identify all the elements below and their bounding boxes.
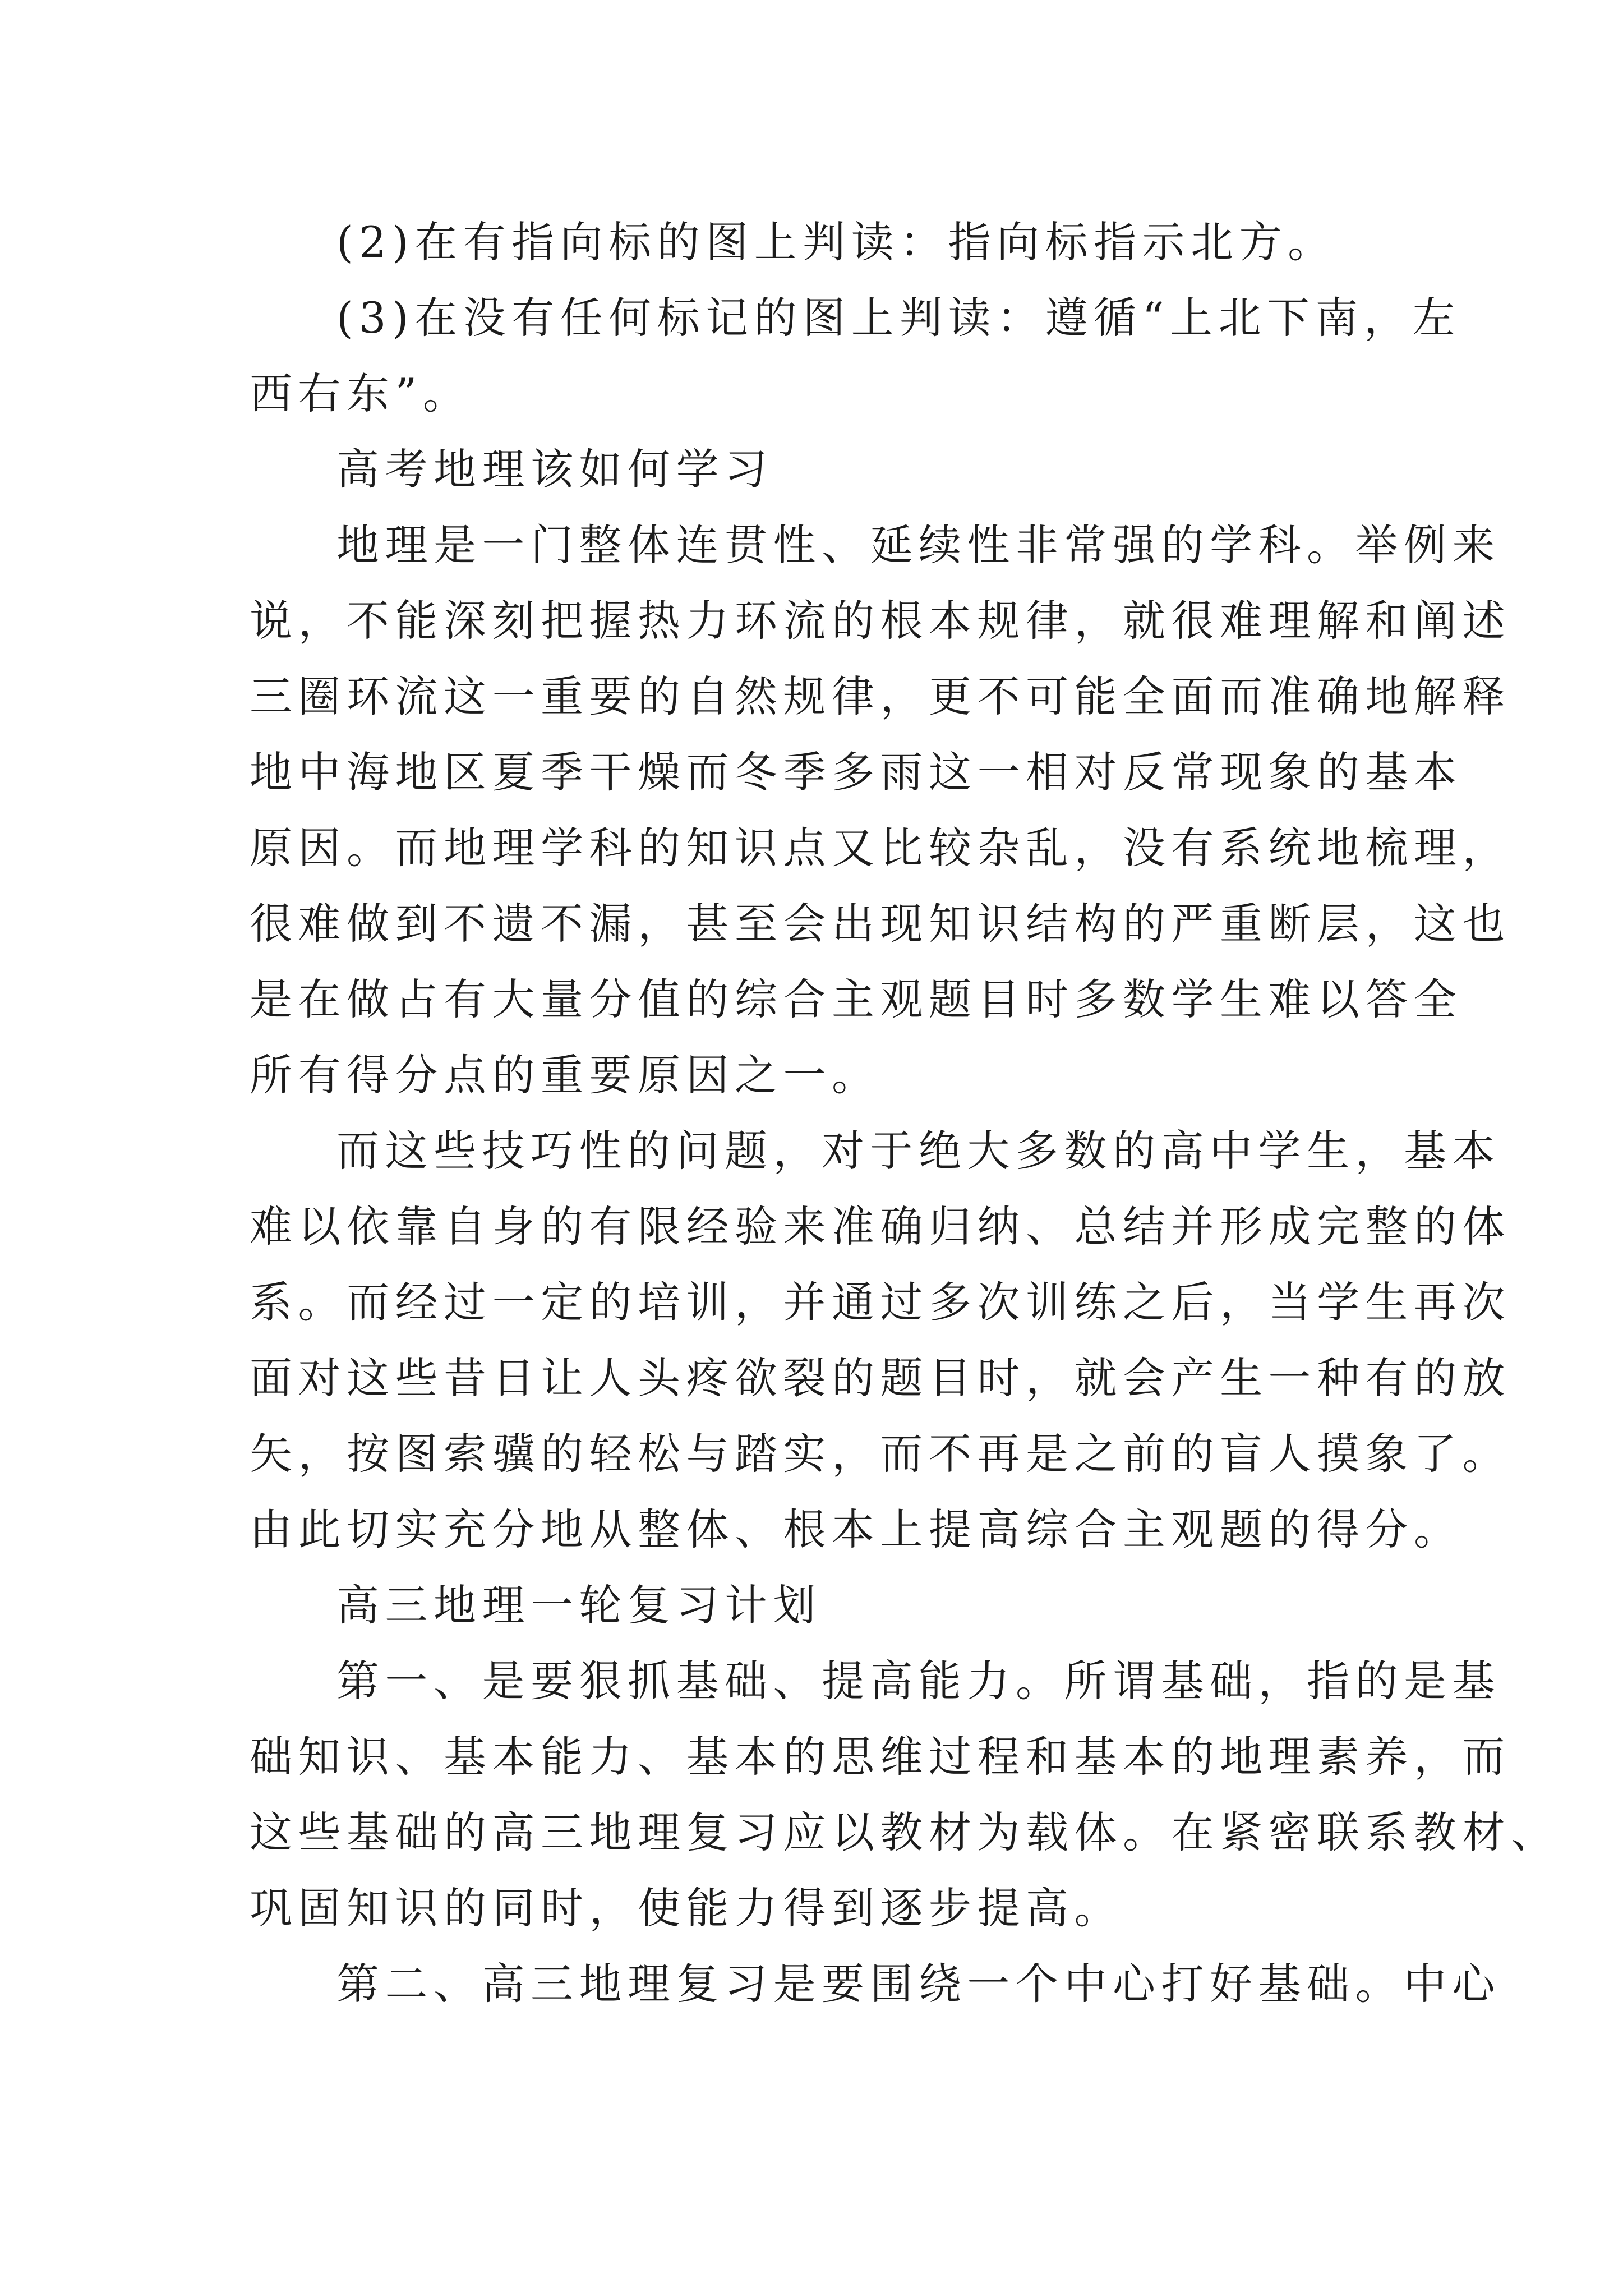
text-line: 说，不能深刻把握热力环流的根本规律，就很难理解和阐述: [250, 596, 1511, 646]
text-line: 所有得分点的重要原因之一。: [250, 1050, 880, 1100]
text-line: 地中海地区夏季干燥而冬季多雨这一相对反常现象的基本: [250, 747, 1463, 797]
text-line: 这些基础的高三地理复习应以教材为载体。在紧密联系教材、: [250, 1807, 1560, 1857]
text-line: 巩固知识的同时，使能力得到逐步提高。: [250, 1883, 1123, 1933]
section-heading: 高三地理一轮复习计划: [336, 1580, 822, 1630]
text-line: 地理是一门整体连贯性、延续性非常强的学科。举例来: [336, 520, 1501, 570]
text-line: (2)在有指向标的图上判读：指向标指示北方。: [336, 217, 1336, 267]
text-line: 是在做占有大量分值的综合主观题目时多数学生难以答全: [250, 974, 1463, 1024]
text-line: 三圈环流这一重要的自然规律，更不可能全面而准确地解释: [250, 671, 1511, 721]
text-line: 面对这些昔日让人头疼欲裂的题目时，就会产生一种有的放: [250, 1353, 1511, 1403]
text-line: 由此切实充分地从整体、根本上提高综合主观题的得分。: [250, 1504, 1463, 1554]
text-line: 第二、高三地理复习是要围绕一个中心打好基础。中心: [336, 1959, 1501, 2009]
text-line: 难以依靠自身的有限经验来准确归纳、总结并形成完整的体: [250, 1202, 1511, 1251]
text-line: 西右东”。: [250, 369, 472, 418]
text-line: (3)在没有任何标记的图上判读：遵循“上北下南，左: [336, 293, 1461, 343]
text-line: 础知识、基本能力、基本的思维过程和基本的地理素养，而: [250, 1732, 1511, 1782]
text-line: 原因。而地理学科的知识点又比较杂乱，没有系统地梳理，: [250, 823, 1511, 873]
text-line: 第一、是要狠抓基础、提高能力。所谓基础，指的是基: [336, 1656, 1501, 1706]
text-line: 矢，按图索骥的轻松与踏实，而不再是之前的盲人摸象了。: [250, 1429, 1511, 1479]
text-line: 而这些技巧性的问题，对于绝大多数的高中学生，基本: [336, 1126, 1501, 1176]
text-line: 很难做到不遗不漏，甚至会出现知识结构的严重断层，这也: [250, 899, 1511, 949]
section-heading: 高考地理该如何学习: [336, 444, 773, 494]
text-line: 系。而经过一定的培训，并通过多次训练之后，当学生再次: [250, 1277, 1511, 1327]
